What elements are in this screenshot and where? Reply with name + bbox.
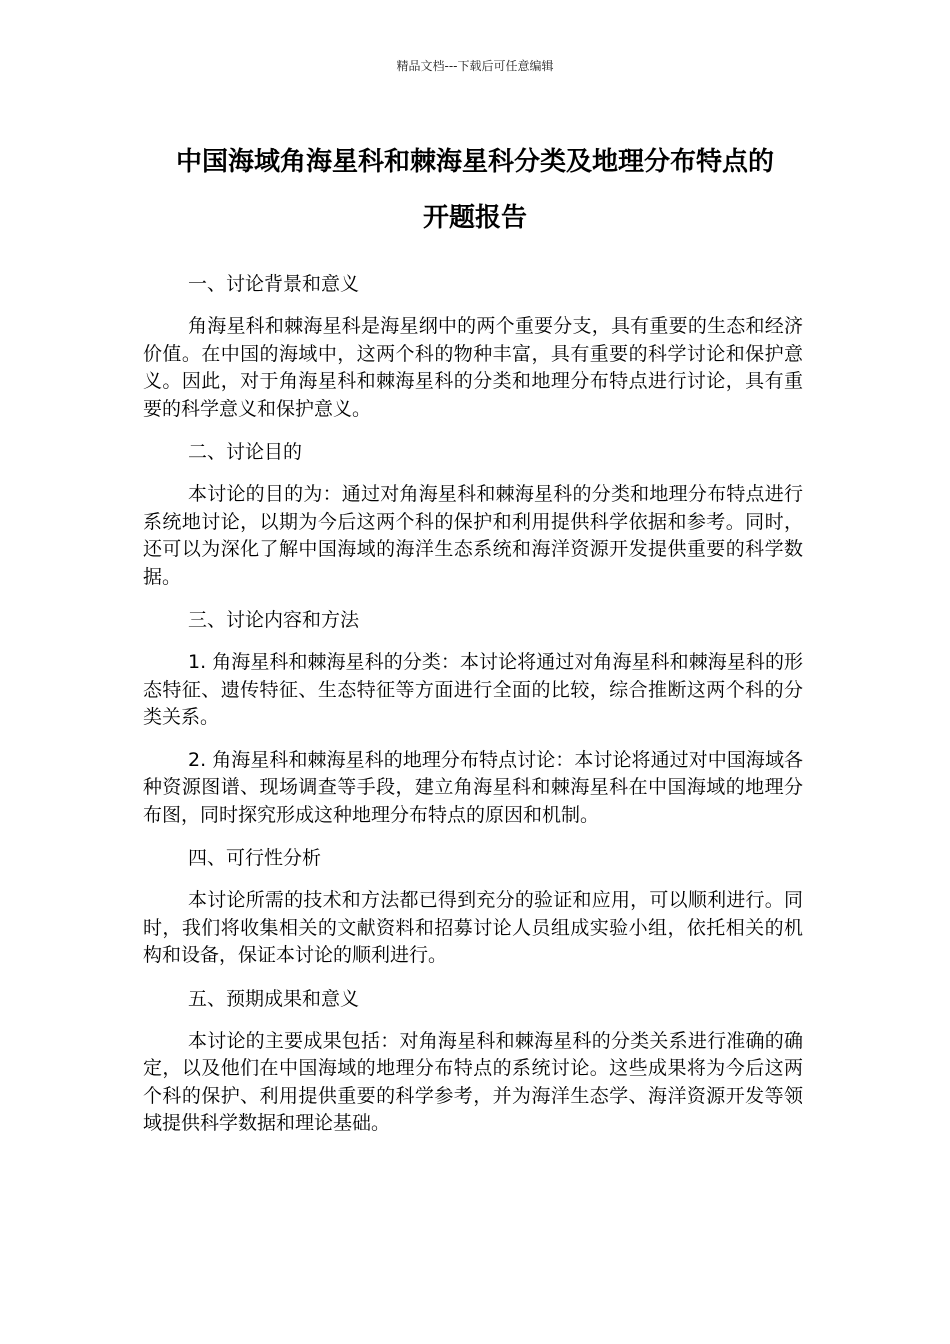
paragraph-feasibility: 本讨论所需的技术和方法都已得到充分的验证和应用，可以顺利进行。同时，我们将收集相关的文献资料和招募讨论人员组成实验小组，依托相关的机构和设备，保证本讨论的顺利进行。	[143, 889, 803, 966]
paragraph-classification: 1. 角海星科和棘海星科的分类：本讨论将通过对角海星科和棘海星科的形态特征、遗传特征、生态特征等方面进行全面的比较，综合推断这两个科的分类关系。	[143, 651, 803, 728]
header-note: 精品文档---下载后可任意编辑	[396, 59, 554, 73]
section-heading-purpose: 二、讨论目的	[188, 441, 303, 463]
section-heading-expected-results: 五、预期成果和意义	[188, 987, 360, 1010]
title-line-2: 开题报告	[422, 203, 527, 233]
paragraph-purpose: 本讨论的目的为：通过对角海星科和棘海星科的分类和地理分布特点进行系统地讨论，以期为今后这两个科的保护和利用提供科学依据和参考。同时，还可以为深化了解中国海域的海洋生态系统和海洋资源开发提供重要的科学数据。	[143, 483, 803, 588]
section-heading-content-methods: 三、讨论内容和方法	[188, 609, 360, 631]
paragraph-expected-results: 本讨论的主要成果包括：对角海星科和棘海星科的分类关系进行准确的确定，以及他们在中国海域的地理分布特点的系统讨论。这些成果将为今后这两个科的保护、利用提供重要的科学参考，并为海洋生态学、海洋资源开发等领域提供科学数据和理论基础。	[143, 1029, 803, 1134]
paragraph-distribution: 2. 角海星科和棘海星科的地理分布特点讨论：本讨论将通过对中国海域各种资源图谱、现场调查等手段，建立角海星科和棘海星科在中国海域的地理分布图，同时探究形成这种地理分布特点的原因和机制。	[143, 748, 803, 826]
title-line-1: 中国海域角海星科和棘海星科分类及地理分布特点的	[175, 147, 774, 177]
section-heading-feasibility: 四、可行性分析	[188, 847, 322, 869]
section-heading-background: 一、讨论背景和意义	[188, 273, 360, 295]
paragraph-background: 角海星科和棘海星科是海星纲中的两个重要分支，具有重要的生态和经济价值。在中国的海域中，这两个科的物种丰富，具有重要的科学讨论和保护意义。因此，对于角海星科和棘海星科的分类和地理分布特点进行讨论，具有重要的科学意义和保护意义。	[143, 315, 803, 420]
document-body	[143, 270, 803, 1153]
document-title	[110, 134, 840, 246]
